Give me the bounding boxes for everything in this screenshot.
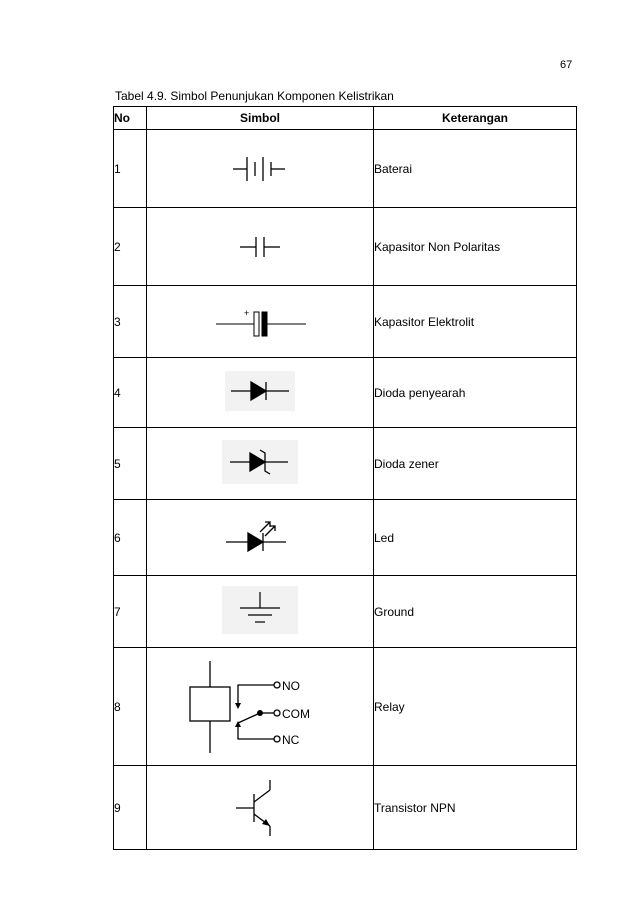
row-no: 7 [114, 576, 147, 648]
row-keterangan: Ground [374, 576, 577, 648]
table-caption: Tabel 4.9. Simbol Penunjukan Komponen Kelistrikan [115, 89, 394, 103]
row-keterangan: Kapasitor Elektrolit [374, 286, 577, 358]
page-number: 67 [560, 59, 573, 71]
row-symbol [147, 500, 374, 576]
header-keterangan: Keterangan [374, 107, 577, 130]
capacitor-icon [230, 232, 290, 262]
row-no: 6 [114, 500, 147, 576]
row-symbol [147, 648, 374, 766]
row-symbol [147, 766, 374, 850]
battery-icon [225, 149, 295, 189]
row-keterangan: Dioda penyearah [374, 358, 577, 428]
row-keterangan: Relay [374, 648, 577, 766]
row-no: 3 [114, 286, 147, 358]
relay-label-nc: NC [282, 732, 300, 747]
table-row [114, 286, 577, 358]
table-row [114, 576, 577, 648]
row-no: 2 [114, 208, 147, 286]
led-icon [220, 516, 300, 560]
row-symbol [147, 208, 374, 286]
row-keterangan: Kapasitor Non Polaritas [374, 208, 577, 286]
row-no: 4 [114, 358, 147, 428]
row-keterangan: Dioda zener [374, 428, 577, 500]
symbol-table [113, 106, 577, 850]
row-symbol [147, 286, 374, 358]
relay-label-com: COM [282, 706, 310, 721]
relay-icon [180, 657, 340, 757]
row-keterangan: Led [374, 500, 577, 576]
table-row [114, 358, 577, 428]
electrolytic-capacitor-icon [210, 302, 310, 342]
table-row [114, 428, 577, 500]
table-row [114, 648, 577, 766]
row-no: 9 [114, 766, 147, 850]
table-row [114, 766, 577, 850]
table-row [114, 500, 577, 576]
row-symbol [147, 576, 374, 648]
table-header-row [114, 107, 577, 130]
row-symbol [147, 428, 374, 500]
row-no: 1 [114, 130, 147, 208]
row-keterangan: Transistor NPN [374, 766, 577, 850]
relay-label-no: NO [282, 678, 300, 693]
ground-icon [222, 586, 298, 634]
npn-transistor-icon [230, 776, 290, 840]
row-symbol [147, 130, 374, 208]
zener-diode-icon [222, 440, 298, 484]
row-no: 8 [114, 648, 147, 766]
table-row [114, 130, 577, 208]
header-simbol: Simbol [147, 107, 374, 130]
diode-icon [225, 371, 295, 411]
row-keterangan: Baterai [374, 130, 577, 208]
row-symbol [147, 358, 374, 428]
table-row [114, 208, 577, 286]
row-no: 5 [114, 428, 147, 500]
header-no: No [114, 107, 147, 130]
plus-sign: + [244, 307, 250, 318]
